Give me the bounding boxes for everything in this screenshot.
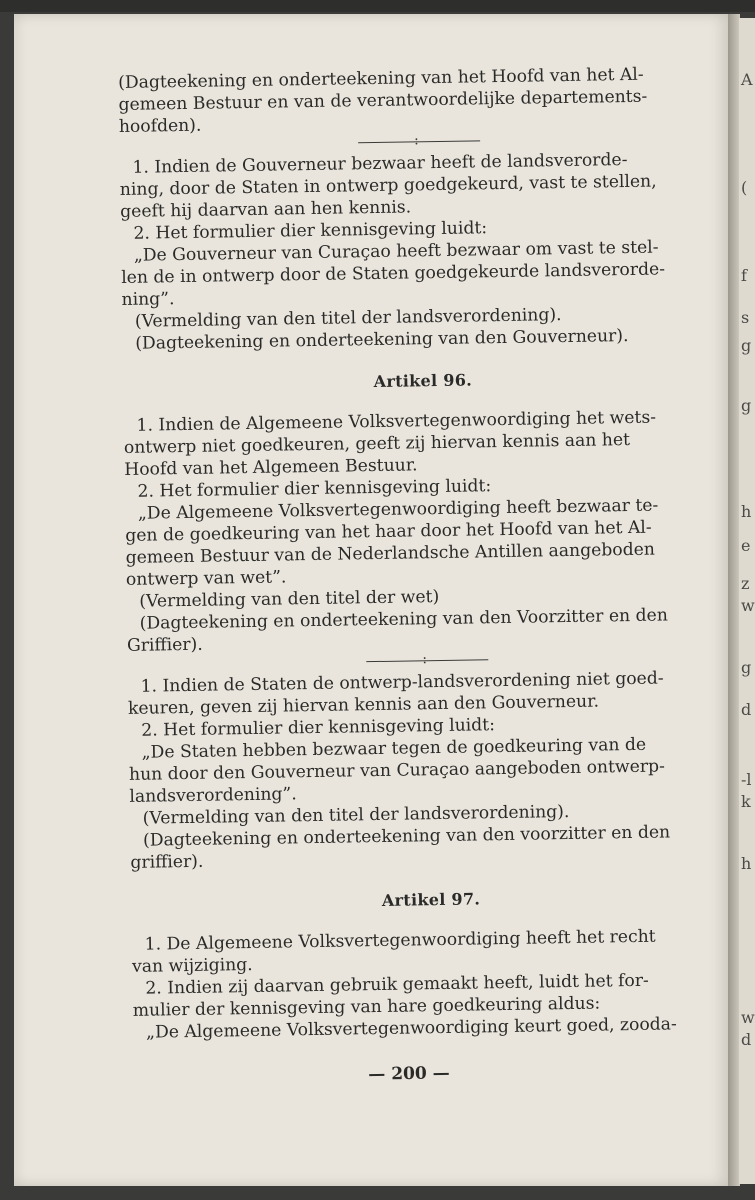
section-separator bbox=[366, 659, 488, 662]
text-line: keuren, geven zij hiervan kennis aan den Gouverneur. bbox=[127, 691, 600, 719]
edge-letter: w bbox=[741, 1008, 755, 1027]
edge-letter: d bbox=[741, 700, 752, 719]
text-line: van wijziging. bbox=[131, 954, 253, 977]
next-page-edge bbox=[739, 18, 755, 1184]
text-line: ning”. bbox=[121, 289, 175, 310]
text-line: (Vermelding van den titel der landsverordening). bbox=[142, 802, 570, 829]
edge-letter: k bbox=[741, 792, 751, 811]
text-line: geeft hij daarvan aan hen kennis. bbox=[120, 197, 412, 222]
edge-letter: g bbox=[741, 336, 752, 355]
text-line: 1. De Algemeene Volksvertegenwoordiging heeft het recht bbox=[144, 926, 656, 955]
text-line: gen de goedkeuring van het haar door het Hoofd van het Al- bbox=[125, 517, 652, 546]
edge-letter: -l bbox=[741, 770, 752, 789]
text-line: ontwerp van wet”. bbox=[125, 567, 287, 590]
edge-letter: g bbox=[741, 396, 752, 415]
edge-letter: g bbox=[741, 658, 752, 677]
edge-letter: ( bbox=[741, 178, 748, 197]
text-line: „De Algemeene Volksvertegenwoordiging keurt goed, zooda- bbox=[145, 1014, 677, 1043]
text-line: 2. Het formulier dier kennisgeving luidt: bbox=[137, 476, 492, 502]
section-separator bbox=[358, 140, 480, 143]
text-line: ontwerp niet goedkeuren, geeft zij hiervan kennis aan het bbox=[123, 430, 631, 458]
article-heading: Artikel 96. bbox=[373, 370, 473, 392]
text-line: (Dagteekening en onderteekening van het Hoofd van het Al- bbox=[118, 64, 644, 93]
text-line: landsverordening”. bbox=[129, 784, 297, 807]
text-line: len de in ontwerp door de Staten goedgekeurde landsverorde- bbox=[121, 259, 666, 288]
text-line: (Dagteekening en onderteekening van den voorzitter en den bbox=[142, 822, 671, 851]
text-line: Griffier). bbox=[126, 634, 203, 656]
text-line: (Dagteekening en onderteekening van den Voorzitter en den bbox=[139, 605, 668, 634]
text-line: hoofden). bbox=[118, 115, 202, 137]
text-line: 2. Het formulier dier kennisgeving luidt: bbox=[141, 715, 496, 741]
article-heading: Artikel 97. bbox=[381, 889, 481, 910]
text-line: (Vermelding van den titel der landsverordening). bbox=[134, 305, 562, 332]
text-line: (Vermelding van den titel der wet) bbox=[139, 587, 440, 612]
edge-letter: A bbox=[741, 70, 753, 89]
text-line: 2. Indien zij daarvan gebruik gemaakt heeft, luidt het for- bbox=[145, 970, 649, 999]
text-line: griffier). bbox=[130, 851, 204, 873]
edge-letter: h bbox=[741, 854, 752, 873]
edge-letter: w bbox=[741, 596, 755, 615]
text-line: „De Algemeene Volksvertegenwoordiging heeft bezwaar te- bbox=[137, 495, 659, 524]
text-line: mulier der kennisgeving van hare goedkeuring aldus: bbox=[132, 993, 601, 1021]
text-line: ning, door de Staten in ontwerp goedgekeurd, vast te stellen, bbox=[119, 171, 657, 200]
page-number: — 200 — bbox=[368, 1063, 450, 1085]
text-line: 1. Indien de Staten de ontwerp-landsverordening niet goed- bbox=[140, 668, 664, 697]
text-line: 2. Het formulier dier kennisgeving luidt: bbox=[133, 218, 488, 244]
text-line: Hoofd van het Algemeen Bestuur. bbox=[124, 455, 418, 480]
text-line: „De Gouverneur van Curaçao heeft bezwaar om vast te stel- bbox=[133, 237, 659, 266]
edge-letter: d bbox=[741, 1030, 752, 1049]
page-text bbox=[118, 63, 733, 1044]
edge-letter: h bbox=[741, 502, 752, 521]
text-line: gemeen Bestuur van de Nederlandsche Antillen aangeboden bbox=[125, 539, 656, 568]
text-line: „De Staten hebben bezwaar tegen de goedkeuring van de bbox=[141, 734, 647, 763]
text-line: (Dagteekening en onderteekening van den Gouverneur). bbox=[135, 326, 629, 354]
scan-background bbox=[0, 0, 755, 12]
text-line: 1. Indien de Algemeene Volksvertegenwoordiging het wets- bbox=[136, 407, 657, 436]
edge-letter: e bbox=[741, 536, 751, 555]
edge-letter: z bbox=[741, 574, 750, 593]
edge-letter: f bbox=[741, 266, 747, 285]
text-line: gemeen Bestuur en van de verantwoordelijke departements- bbox=[118, 86, 648, 115]
text-line: hun door den Gouverneur van Curaçao aangeboden ontwerp- bbox=[128, 756, 666, 785]
edge-letter: s bbox=[741, 308, 750, 327]
text-line: 1. Indien de Gouverneur bezwaar heeft de landsverorde- bbox=[132, 150, 628, 178]
book-page bbox=[14, 14, 730, 1186]
